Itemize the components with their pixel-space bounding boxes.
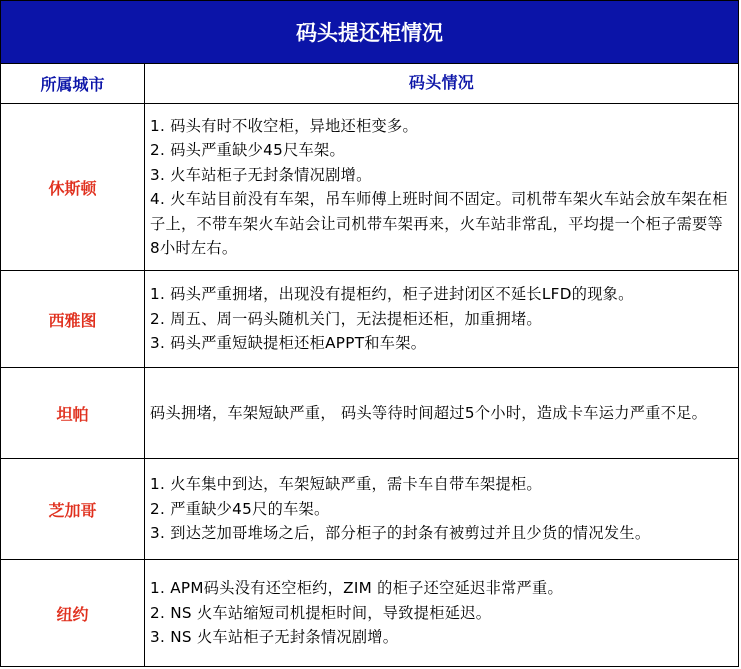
header-city: 所属城市 (1, 64, 145, 103)
situation-line: 1. 火车集中到达，车架短缺严重，需卡车自带车架提柜。 (150, 475, 542, 494)
table-row (1, 459, 738, 560)
table-row (1, 368, 738, 459)
situation-line: 3. 码头严重短缺提柜还柜APPT和车架。 (150, 334, 427, 353)
situation-line: 2. 周五、周一码头随机关门，无法提柜还柜，加重拥堵。 (150, 309, 542, 328)
table-row (1, 560, 738, 666)
city-cell: 西雅图 (1, 271, 145, 367)
situation-cell (145, 560, 738, 666)
situation-cell (145, 459, 738, 559)
situation-line: 2. NS 火车站缩短司机提柜时间，导致提柜延迟。 (150, 603, 492, 622)
header-situation: 码头情况 (408, 73, 475, 93)
situation-line: 3. 火车站柜子无封条情况剧增。 (150, 165, 372, 184)
city-cell: 休斯顿 (1, 104, 145, 270)
city-cell: 芝加哥 (1, 459, 145, 559)
situation-cell (145, 368, 738, 458)
city-cell: 坦帕 (1, 368, 145, 458)
situation-line: 3. NS 火车站柜子无封条情况剧增。 (150, 628, 399, 647)
situation-line: 1. APM码头没有还空柜约，ZIM 的柜子还空延迟非常严重。 (150, 579, 564, 598)
situation-line: 3. 到达芝加哥堆场之后，部分柜子的封条有被剪过并且少货的情况发生。 (150, 524, 651, 543)
table-row (1, 104, 738, 271)
situation-line: 2. 码头严重缺少45尺车架。 (150, 141, 346, 159)
situation-cell (145, 104, 738, 270)
header-row (1, 64, 738, 104)
situation-line: 码头拥堵，车架短缺严重， 码头等待时间超过5个小时，造成卡车运力严重不足。 (150, 403, 708, 422)
table-row (1, 271, 738, 368)
situation-line: 4. 火车站目前没有车架，吊车师傅上班时间不固定。司机带车架火车站会放车架在柜子上，不带车架火车站会让司机带车架再来，火车站非常乱，平均提一个柜子需要等8小时左右。 (150, 190, 728, 257)
situation-cell (145, 271, 738, 367)
city-cell: 纽约 (1, 560, 145, 666)
table-title: 码头提还柜情况 (1, 1, 738, 64)
situation-line: 2. 严重缺少45尺的车架。 (150, 499, 330, 518)
situation-line: 1. 码头严重拥堵，出现没有提柜约，柜子进封闭区不延长LFD的现象。 (150, 285, 634, 304)
situation-line: 1. 码头有时不收空柜，异地还柜变多。 (150, 116, 419, 135)
